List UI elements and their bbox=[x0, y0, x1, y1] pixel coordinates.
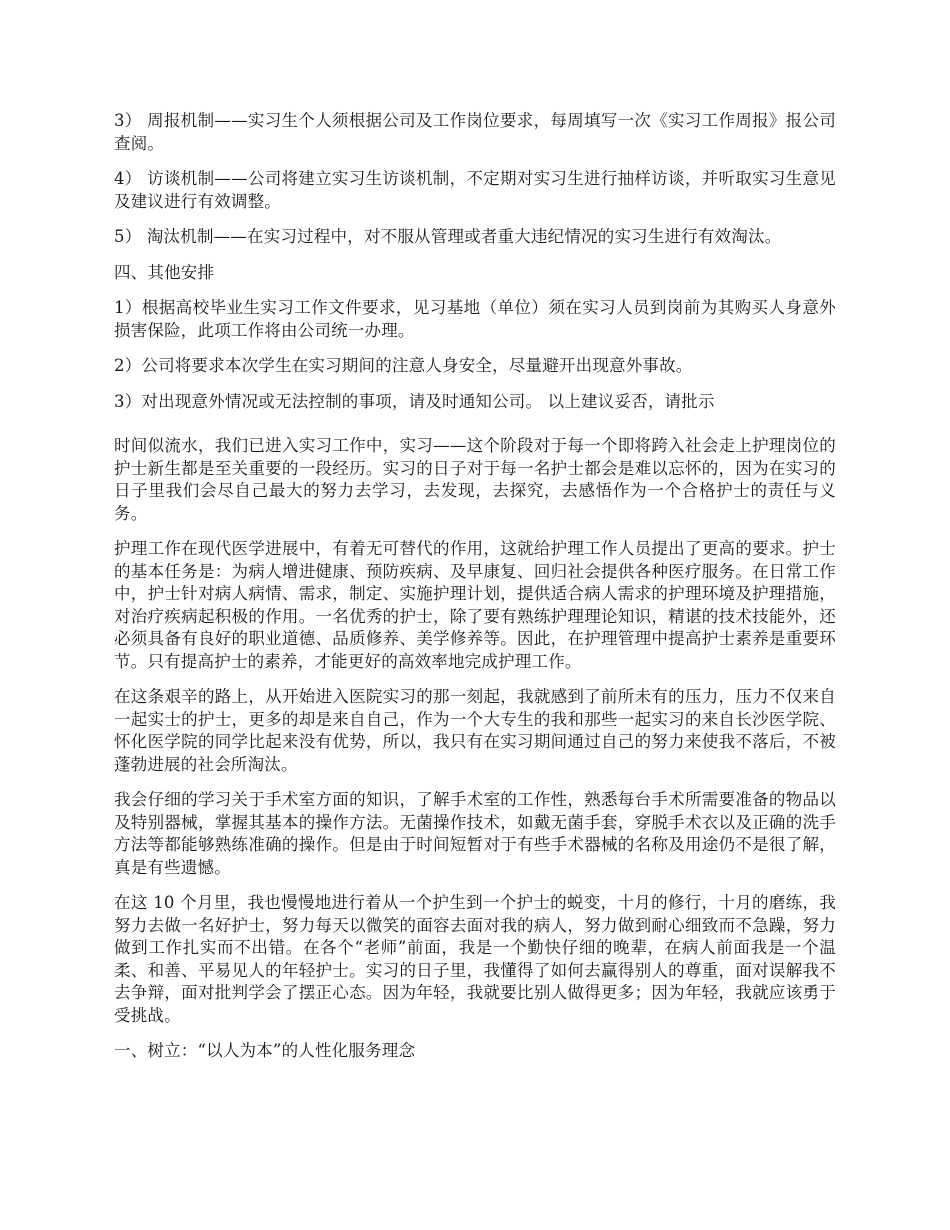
paragraph-intro: 时间似流水，我们已进入实习工作中，实习——这个阶段对于每一个即将跨入社会走上护理岗位的护士新生都是至关重要的一段经历。实习的日子对于每一名护士都会是难以忘怀的，因为在实习的日子里我们会尽自己最大的努力去学习，去发现，去探究，去感悟作为一个合格护士的责任与义务。 bbox=[114, 436, 836, 523]
section-heading-people-oriented: 一、树立：“以人为本”的人性化服务理念 bbox=[114, 1041, 416, 1060]
paragraph-weekly-report: 3） 周报机制——实习生个人须根据公司及工作岗位要求，每周填写一次《实习工作周报》报公司查阅。 bbox=[114, 111, 836, 153]
paragraph-ten-months: 在这 10 个月里，我也慢慢地进行着从一个护生到一个护士的蜕变，十月的修行，十月的磨练，我努力去做一名好护士，努力每天以微笑的面容去面对我的病人，努力做到耐心细致而不急躁，努力做到工作扎实而不出错。在各个“老师”前面，我是一个勤快仔细的晚辈，在病人前面我是一个温柔、和善、平易见人的年轻护士。实习的日子里，我懂得了如何去赢得别人的尊重，面对误解我不去争辩，面对批判学会了摆正心态。因为年轻，我就要比别人做得更多；因为年轻，我就应该勇于受挑战。 bbox=[114, 893, 836, 1025]
section-heading-other-arrangements: 四、其他安排 bbox=[114, 262, 215, 282]
paragraph-safety: 2）公司将要求本次学生在实习期间的注意人身安全，尽量避开出现意外事故。 bbox=[114, 356, 693, 375]
paragraph-interview: 4） 访谈机制——公司将建立实习生访谈机制，不定期对实习生进行抽样访谈，并听取实习生意见及建议进行有效调整。 bbox=[114, 169, 836, 211]
paragraph-insurance: 1）根据高校毕业生实习工作文件要求，见习基地（单位）须在实习人员到岗前为其购买人身意外损害保险，此项工作将由公司统一办理。 bbox=[114, 298, 836, 340]
paragraph-pressure: 在这条艰辛的路上，从开始进入医院实习的那一刻起，我就感到了前所未有的压力，压力不仅来自一起实士的护士，更多的却是来自自己，作为一个大专生的我和那些一起实习的来自长沙医学院、怀化医学院的同学比起来没有优势，所以，我只有在实习期间通过自己的努力来使我不落后，不被蓬勃进展的社会所淘汰。 bbox=[114, 687, 836, 774]
paragraph-nursing-role: 护理工作在现代医学进展中，有着无可替代的作用，这就给护理工作人员提出了更高的要求。护士的基本任务是：为病人增进健康、预防疾病、及早康复、回归社会提供各种医疗服务。在日常工作中，护士针对病人病情、需求，制定、实施护理计划，提供适合病人需求的护理环境及护理措施，对治疗疾病起积极的作用。一名优秀的护士，除了要有熟练护理理论知识，精谌的技术技能外，还必须具备有良好的职业道德、品质修养、美学修养等。因此，在护理管理中提高护士素养是重要环节。只有提高护士的素养，才能更好的高效率地完成护理工作。 bbox=[114, 539, 836, 671]
paragraph-notify: 3）对出现意外情况或无法控制的事项，请及时通知公司。 以上建议妥否，请批示 bbox=[114, 391, 715, 411]
paragraph-operating-room: 我会仔细的学习关于手术室方面的知识，了解手术室的工作性，熟悉每台手术所需要准备的物品以及特别器械，掌握其基本的操作方法。无菌操作技术，如戴无菌手套，穿脱手术衣以及正确的洗手方法等都能够熟练准确的操作。但是由于时间短暂对于有些手术器械的名称及用途仍不是很了解，真是有些遗憾。 bbox=[114, 790, 836, 877]
paragraph-elimination: 5） 淘汰机制——在实习过程中，对不服从管理或者重大违纪情况的实习生进行有效淘汰。 bbox=[114, 227, 782, 246]
section-gap bbox=[114, 426, 836, 435]
